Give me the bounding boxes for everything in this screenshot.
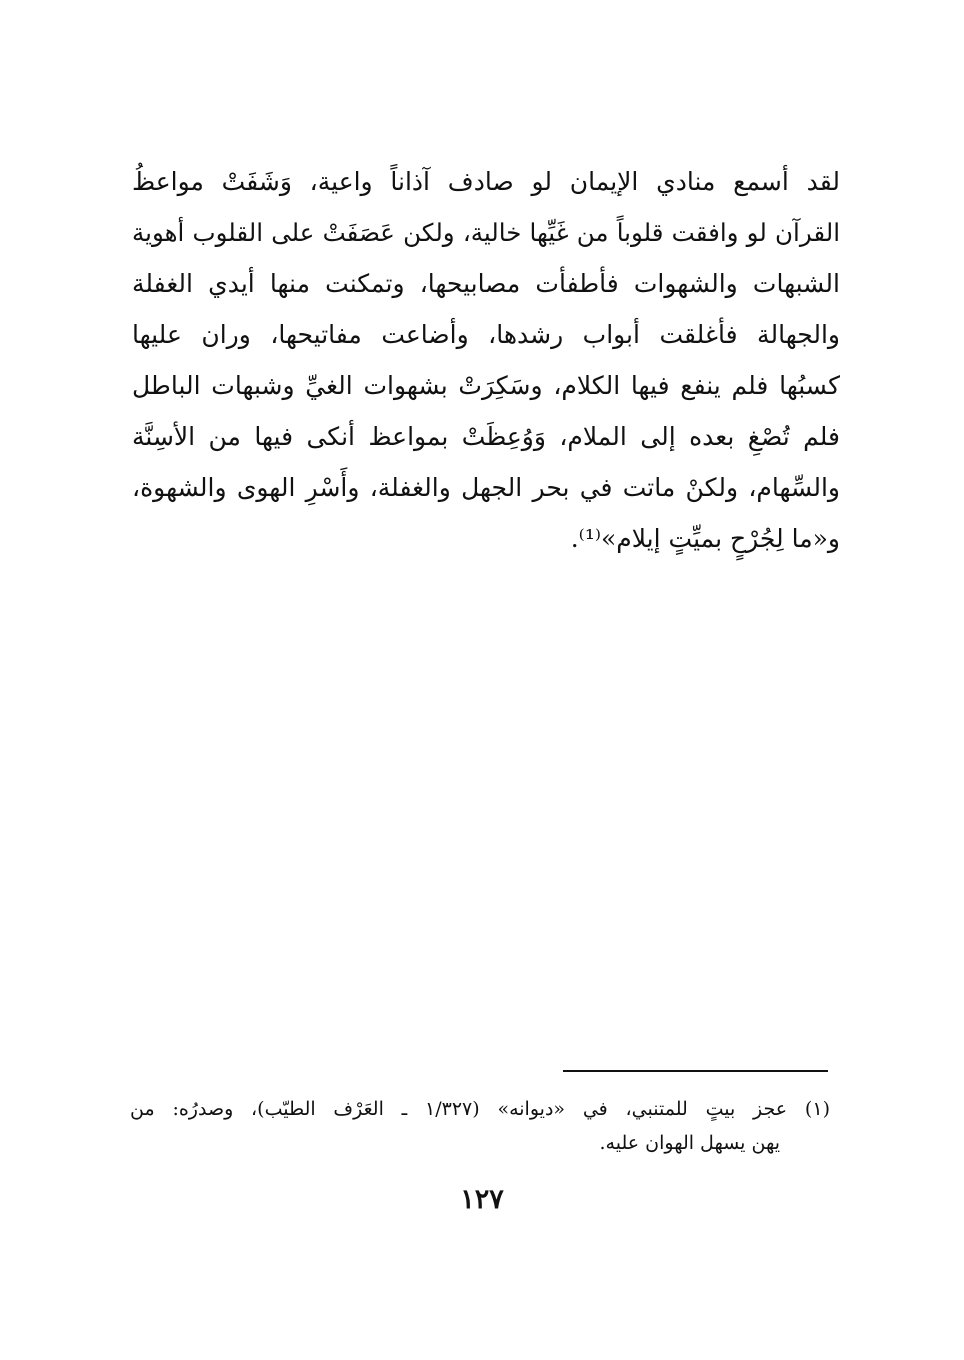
text-line: القرآن لو وافقت قلوباً من غَيِّها خالية، ولكن عَصَفَتْ على القلوب أهوية [132, 218, 840, 247]
text-line: كسبُها فلم ينفع فيها الكلام، وسَكِرَتْ بشهوات الغيِّ وشبهات الباطل [132, 371, 840, 400]
text-line: الشبهات والشهوات فأطفأت مصابيحها، وتمكنت منها أيدي الغفلة [132, 269, 840, 298]
footnote [130, 1092, 830, 1160]
footnote-line: يهن يسهل الهوان عليه. [599, 1132, 780, 1154]
text-line: والجهالة فأغلقت أبواب رشدها، وأضاعت مفاتيحها، وران عليها [132, 320, 840, 349]
text-line: فلم تُصْغِ بعده إلى الملام، وَوُعِظَتْ بمواعظ أنكى فيها من الأسِنَّة [132, 422, 840, 451]
text-line: لقد أسمع منادي الإيمان لو صادف آذاناً واعية، وَشَفَتْ مواعظُ [132, 167, 840, 196]
page-number: ١٢٧ [460, 1184, 504, 1215]
text-line: والسِّهام، ولكنْ ماتت في بحر الجهل والغفلة، وأَسْرِ الهوى والشهوة، [132, 473, 840, 502]
text-line: و«ما لِجُرْحٍ بميِّتٍ إيلام»⁽¹⁾. [570, 524, 840, 553]
footnote-separator [563, 1070, 828, 1072]
footnote-line: (١) عجز بيتٍ للمتنبي، في «ديوانه» (١/٣٢٧ ـ العَرْف الطيّب)، وصدرُه: من [130, 1098, 830, 1120]
main-text [132, 156, 840, 564]
